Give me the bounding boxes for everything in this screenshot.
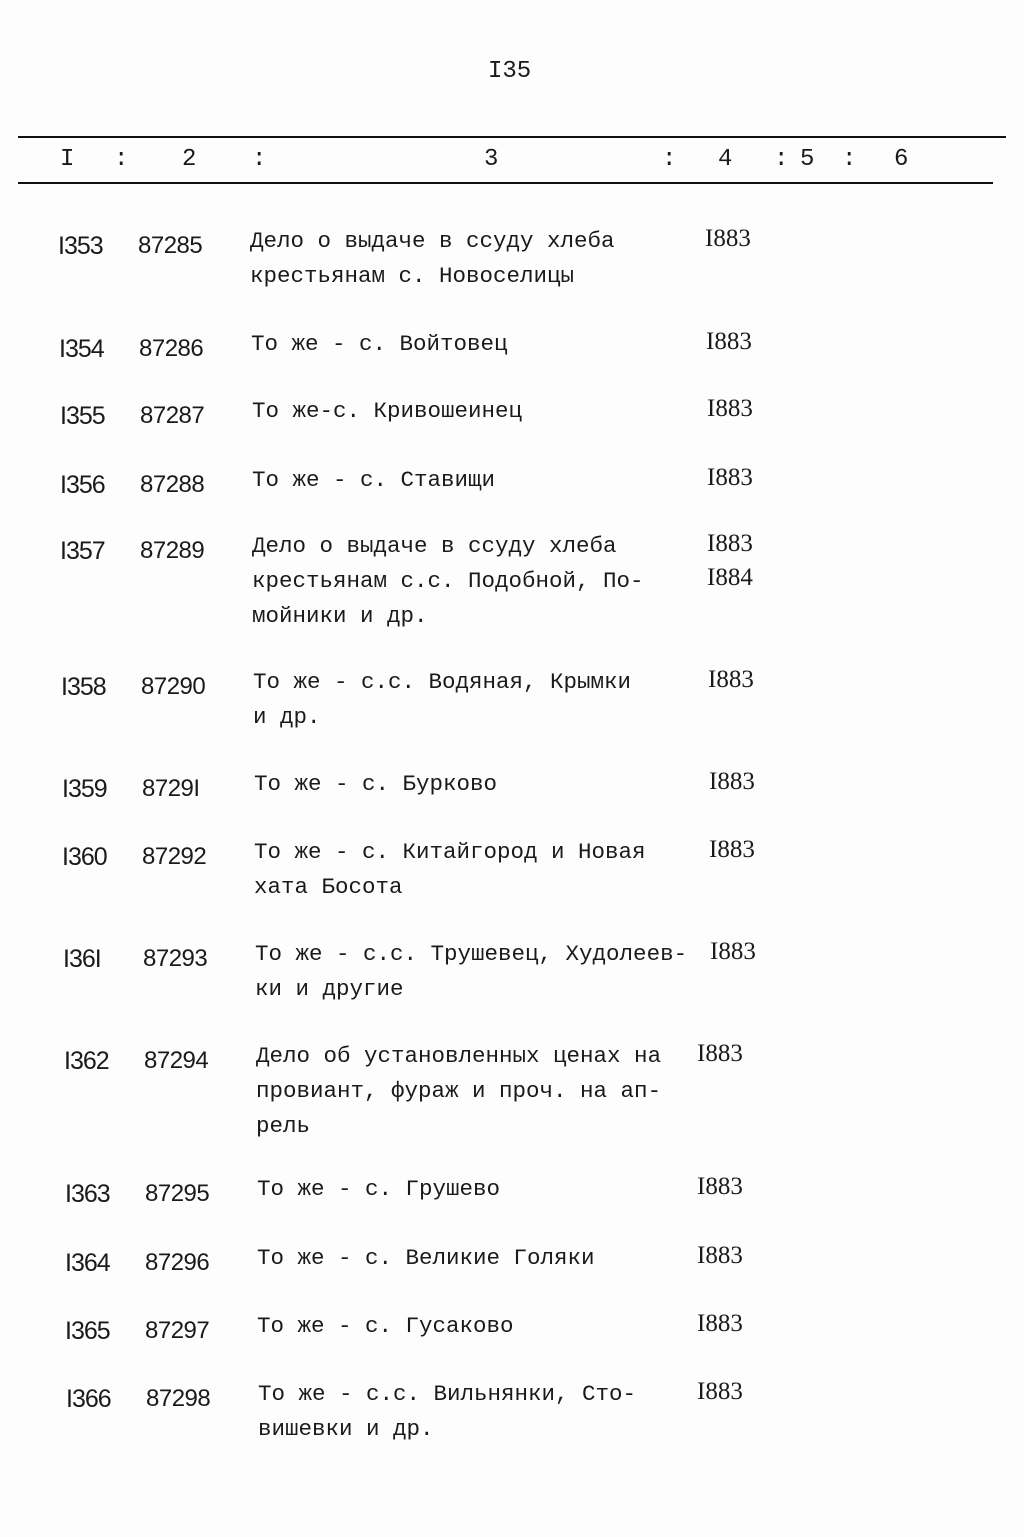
file-years (710, 935, 756, 969)
description-line: Дело об установленных ценах на (256, 1043, 662, 1069)
year: I883 (710, 938, 756, 965)
year: I883 (708, 666, 754, 693)
year: I883 (697, 1040, 743, 1067)
file-description (251, 327, 508, 362)
file-years (707, 461, 753, 495)
year: I883 (697, 1173, 743, 1200)
file-years (697, 1375, 743, 1409)
item-number: I36I (63, 945, 101, 973)
description-line: крестьянам с.с. Подобной, По- (252, 568, 644, 594)
file-code: 87294 (144, 1047, 209, 1074)
file-code: 87297 (145, 1317, 210, 1344)
file-description (257, 1241, 595, 1276)
description-line: То же - с. Великие Голяки (257, 1245, 595, 1271)
header-sep: : (662, 146, 677, 173)
file-years (697, 1037, 743, 1071)
description-line: рель (256, 1113, 311, 1139)
description-line: То же - с. Грушево (257, 1176, 501, 1202)
item-number: I357 (60, 537, 105, 565)
year: I883 (709, 836, 755, 863)
file-years (706, 325, 752, 359)
year: I883 (697, 1242, 743, 1269)
header-col2: 2 (182, 146, 197, 173)
file-description (253, 665, 631, 735)
description-line: То же - с. Ставищи (252, 467, 496, 493)
file-description (257, 1172, 500, 1207)
file-years (707, 392, 753, 426)
item-number: I359 (62, 775, 107, 803)
file-description (256, 1039, 661, 1144)
file-code: 87285 (138, 232, 203, 259)
header-col1: I (60, 146, 75, 173)
item-number: I354 (59, 335, 104, 363)
file-description (258, 1377, 636, 1447)
file-code: 87298 (146, 1385, 211, 1412)
file-years (708, 663, 754, 697)
description-line: То же - с. Гусаково (257, 1313, 514, 1339)
description-line: Дело о выдаче в ссуду хлеба (250, 228, 615, 254)
file-code: 87292 (142, 843, 207, 870)
file-years (709, 833, 755, 867)
year: I883 (709, 768, 755, 795)
item-number: I356 (60, 471, 105, 499)
file-years (697, 1239, 743, 1273)
description-line: и др. (253, 704, 321, 730)
item-number: I362 (64, 1047, 109, 1075)
year: I883 (697, 1378, 743, 1405)
header-col5: 5 (800, 146, 815, 173)
item-number: I353 (58, 232, 103, 260)
header-sep: : (774, 146, 789, 173)
description-line: хата Босота (254, 874, 403, 900)
file-description (252, 394, 522, 429)
file-code: 87296 (145, 1249, 210, 1276)
description-line: То же-с. Кривошеинец (252, 398, 523, 424)
file-description (254, 767, 497, 802)
file-code: 87287 (140, 402, 205, 429)
header-top-rule (18, 136, 1006, 138)
item-number: I364 (65, 1249, 110, 1277)
file-description (254, 835, 646, 905)
file-years (697, 1307, 743, 1341)
header-sep: : (114, 146, 129, 173)
description-line: провиант, фураж и проч. на ап- (256, 1078, 662, 1104)
page-number: I35 (488, 58, 532, 85)
file-years (709, 765, 755, 799)
item-number: I363 (65, 1180, 110, 1208)
description-line: крестьянам с. Новоселицы (250, 263, 575, 289)
item-number: I358 (61, 673, 106, 701)
year: I883 (707, 395, 753, 422)
description-line: То же - с. Китайгород и Новая (254, 839, 646, 865)
description-line: мойники и др. (252, 603, 428, 629)
header-col6: 6 (894, 146, 909, 173)
file-code: 87288 (140, 471, 205, 498)
item-number: I360 (62, 843, 107, 871)
header-col3: 3 (484, 146, 499, 173)
description-line: То же - с.с. Трушевец, Худолеев- (255, 941, 688, 967)
description-line: ки и другие (255, 976, 404, 1002)
description-line: Дело о выдаче в ссуду хлеба (252, 533, 617, 559)
file-code: 87286 (139, 335, 204, 362)
header-sep: : (842, 146, 857, 173)
year: I883 (707, 464, 753, 491)
header-bottom-rule (18, 182, 993, 184)
item-number: I355 (60, 402, 105, 430)
description-line: То же - с. Бурково (254, 771, 498, 797)
file-code: 87293 (143, 945, 208, 972)
description-line: То же - с.с. Вильнянки, Сто- (258, 1381, 637, 1407)
file-years (697, 1170, 743, 1204)
year: I884 (707, 564, 753, 591)
year: I883 (697, 1310, 743, 1337)
item-number: I365 (65, 1317, 110, 1345)
header-col4: 4 (718, 146, 733, 173)
file-years (707, 527, 753, 595)
file-code: 8729I (142, 775, 200, 802)
description-line: вишевки и др. (258, 1416, 434, 1442)
file-description (257, 1309, 514, 1344)
description-line: То же - с.с. Водяная, Крымки (253, 669, 632, 695)
year: I883 (705, 225, 751, 252)
file-years (705, 222, 751, 256)
file-description (252, 463, 495, 498)
file-code: 87289 (140, 537, 205, 564)
file-description (250, 224, 615, 294)
file-code: 87295 (145, 1180, 210, 1207)
year: I883 (706, 328, 752, 355)
description-line: То же - с. Войтовец (251, 331, 508, 357)
header-sep: : (252, 146, 267, 173)
item-number: I366 (66, 1385, 111, 1413)
year: I883 (707, 530, 753, 557)
file-description (252, 529, 644, 634)
file-code: 87290 (141, 673, 206, 700)
file-description (255, 937, 687, 1007)
